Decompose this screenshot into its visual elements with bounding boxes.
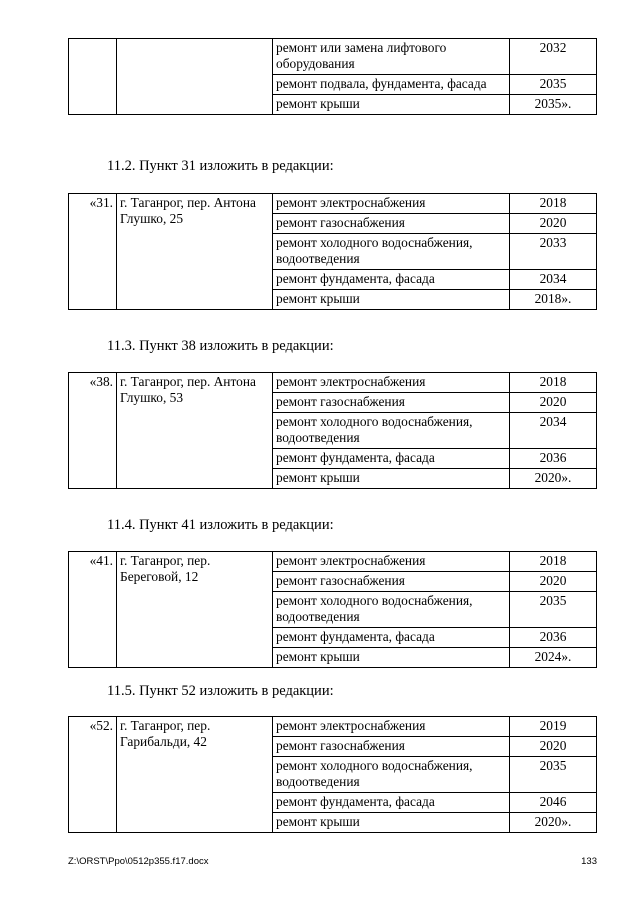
- work-cell: ремонт крыши: [273, 95, 510, 115]
- section-heading: 11.4. Пункт 41 изложить в редакции:: [107, 517, 334, 533]
- year-cell: 2020: [510, 393, 597, 413]
- table-row: [69, 194, 597, 214]
- year-cell: 2020».: [510, 469, 597, 489]
- year-cell: 2032: [510, 39, 597, 75]
- item-number-cell: «41.: [69, 552, 117, 668]
- address-cell: г. Таганрог, пер. Береговой, 12: [117, 552, 273, 668]
- work-cell: ремонт фундамента, фасада: [273, 270, 510, 290]
- footer-page-number: 133: [581, 856, 597, 867]
- table-row: [69, 552, 597, 572]
- work-cell: ремонт электроснабжения: [273, 552, 510, 572]
- year-cell: 2018».: [510, 290, 597, 310]
- address-cell: [117, 39, 273, 115]
- section-table: [68, 372, 597, 489]
- year-cell: 2019: [510, 717, 597, 737]
- address-cell: г. Таганрог, пер. Антона Глушко, 25: [117, 194, 273, 310]
- year-cell: 2024».: [510, 648, 597, 668]
- work-cell: ремонт фундамента, фасада: [273, 449, 510, 469]
- footer-file-path: Z:\ORST\Ppo\0512p355.f17.docx: [68, 856, 209, 867]
- year-cell: 2020».: [510, 813, 597, 833]
- year-cell: 2018: [510, 373, 597, 393]
- section-heading: 11.2. Пункт 31 изложить в редакции:: [107, 158, 334, 174]
- work-cell: ремонт газоснабжения: [273, 737, 510, 757]
- year-cell: 2035: [510, 75, 597, 95]
- item-number-cell: [69, 39, 117, 115]
- table-row: [69, 39, 597, 75]
- section-heading: 11.3. Пункт 38 изложить в редакции:: [107, 338, 334, 354]
- year-cell: 2034: [510, 270, 597, 290]
- work-cell: ремонт холодного водоснабжения, водоотведения: [273, 592, 510, 628]
- work-cell: ремонт или замена лифтового оборудования: [273, 39, 510, 75]
- year-cell: 2033: [510, 234, 597, 270]
- work-cell: ремонт газоснабжения: [273, 572, 510, 592]
- work-cell: ремонт фундамента, фасада: [273, 793, 510, 813]
- work-cell: ремонт холодного водоснабжения, водоотведения: [273, 413, 510, 449]
- work-cell: ремонт холодного водоснабжения, водоотведения: [273, 234, 510, 270]
- table-row: [69, 373, 597, 393]
- work-cell: ремонт холодного водоснабжения, водоотведения: [273, 757, 510, 793]
- section-heading: 11.5. Пункт 52 изложить в редакции:: [107, 683, 334, 699]
- year-cell: 2018: [510, 552, 597, 572]
- section-table: [68, 551, 597, 668]
- work-cell: ремонт фундамента, фасада: [273, 628, 510, 648]
- year-cell: 2020: [510, 737, 597, 757]
- section-table: [68, 193, 597, 310]
- year-cell: 2035: [510, 592, 597, 628]
- year-cell: 2020: [510, 214, 597, 234]
- table-row: [69, 717, 597, 737]
- year-cell: 2020: [510, 572, 597, 592]
- year-cell: 2036: [510, 628, 597, 648]
- year-cell: 2034: [510, 413, 597, 449]
- work-cell: ремонт крыши: [273, 290, 510, 310]
- section-table: [68, 716, 597, 833]
- work-cell: ремонт электроснабжения: [273, 194, 510, 214]
- work-cell: ремонт крыши: [273, 469, 510, 489]
- item-number-cell: «31.: [69, 194, 117, 310]
- year-cell: 2035: [510, 757, 597, 793]
- work-cell: ремонт крыши: [273, 813, 510, 833]
- year-cell: 2035».: [510, 95, 597, 115]
- year-cell: 2046: [510, 793, 597, 813]
- item-number-cell: «38.: [69, 373, 117, 489]
- continuation-table: [68, 38, 597, 115]
- year-cell: 2036: [510, 449, 597, 469]
- address-cell: г. Таганрог, пер. Гарибальди, 42: [117, 717, 273, 833]
- work-cell: ремонт крыши: [273, 648, 510, 668]
- address-cell: г. Таганрог, пер. Антона Глушко, 53: [117, 373, 273, 489]
- work-cell: ремонт электроснабжения: [273, 373, 510, 393]
- work-cell: ремонт газоснабжения: [273, 393, 510, 413]
- item-number-cell: «52.: [69, 717, 117, 833]
- work-cell: ремонт газоснабжения: [273, 214, 510, 234]
- year-cell: 2018: [510, 194, 597, 214]
- work-cell: ремонт подвала, фундамента, фасада: [273, 75, 510, 95]
- work-cell: ремонт электроснабжения: [273, 717, 510, 737]
